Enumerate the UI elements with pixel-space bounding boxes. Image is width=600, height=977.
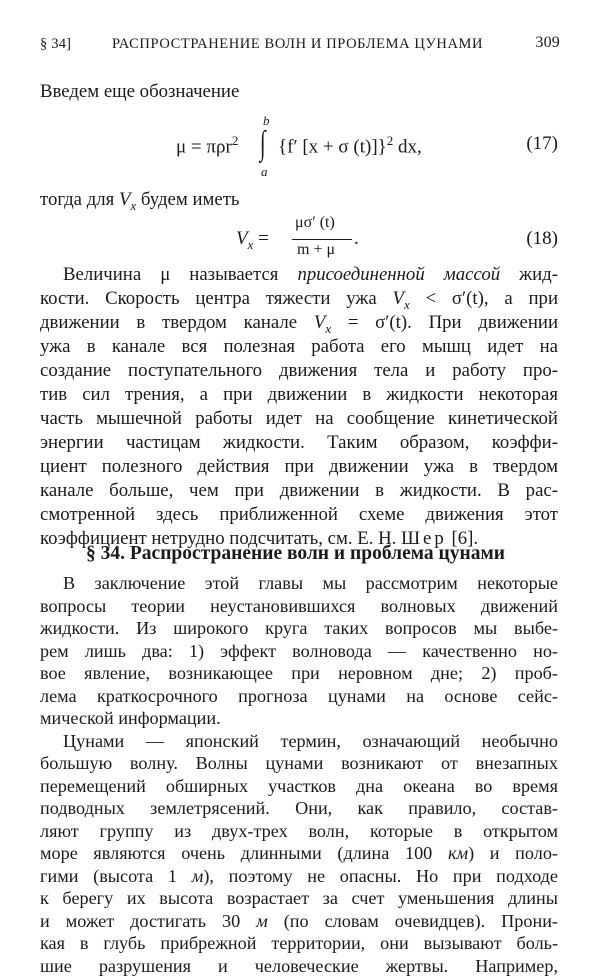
p1-l2-a: кости. Скорость центра тяжести ужа [40, 288, 393, 309]
eq18-denominator: m + μ [297, 241, 336, 258]
p3-line-11: шие разрушения и человеческие жертвы. Например, [40, 955, 558, 976]
p2-line-3: жидкости. Из широкого круга таких вопросов мы выбе- [40, 618, 558, 638]
intro-line: Введем еще обозначение [40, 81, 240, 102]
p1-l2-sub: x [403, 296, 410, 312]
p3-line-10: кая в глубь прибрежной территории, они вызывают боль- [40, 933, 558, 953]
p3-line-2: большую волну. Волны цунами возникают от внезапных [40, 753, 558, 773]
eq18-lhs-sub: x [247, 236, 254, 252]
eq17-lhs-text: μ = πρr [176, 136, 232, 158]
p1-l2-var: V [392, 288, 404, 309]
p2-line-4: рем лишь два: 1) эффект волновода — качественно но- [40, 640, 558, 661]
p1-line-2 [40, 286, 558, 312]
eq17-exponent: 2 [231, 133, 239, 148]
p1-l1-c: жид- [500, 264, 558, 285]
eq18-number: (18) [526, 228, 558, 249]
p3-l7-a: гими (высота 1 [40, 865, 192, 886]
eq17-dx: dx, [393, 136, 422, 158]
p1-l3-var: V [313, 312, 326, 333]
p2-line-7: мической информации. [40, 708, 221, 728]
p3-l6-b: ) и поло- [468, 843, 558, 863]
p3-line-9 [40, 910, 558, 932]
eq17-lhs [176, 133, 238, 158]
p1-line-4: ужа в канале вся полезная работа его мышц идет на [40, 336, 558, 357]
eq17-number: (17) [526, 133, 558, 154]
p3-l9-b: (по словам очевидцев). Прони- [267, 910, 558, 931]
p1-line-8: энергии частицам жидкости. Таким образом, коэффи- [40, 432, 558, 453]
integral-sign-icon: ∫ [259, 125, 266, 162]
p3-line-5: ляют группу из двух-трех волн, которые в открытом [40, 820, 558, 841]
p3-l9-a: и может достигать 30 [40, 910, 257, 931]
p1-line-9: циент полезного действия при движении ужа в твердом [40, 456, 558, 477]
then-post: будем иметь [136, 189, 240, 210]
p1-l3-sub: x [325, 320, 332, 336]
eq17-upper-limit: b [263, 113, 270, 128]
then-pre: тогда для [40, 189, 119, 210]
eq17-integrand [278, 133, 422, 158]
p1-l3-b: = σ′(t). При движении [331, 312, 558, 333]
header-section-ref: § 34] [40, 36, 72, 52]
p1-l1-a: Величина μ называется [63, 264, 298, 285]
p1-line-10: канале больше, чем при движении в жидкости. В рас- [40, 480, 558, 501]
p3-l9-unit: м [256, 910, 268, 931]
p2-line-6: лема краткосрочного прогноза цунами на основе сейс- [40, 685, 558, 706]
p1-l12-ref: [6]. [446, 528, 479, 549]
p1-line-6: тив сил трения, а при движении в жидкости некоторая [40, 384, 558, 405]
p1-line-7: часть мышечной работы идет на сообщение кинетической [40, 408, 558, 429]
then-var: V [118, 189, 131, 210]
p3-line-7 [40, 865, 558, 887]
p1-line-3 [40, 310, 558, 336]
p3-l7-b: ), поэтому не опасны. Но при подходе [203, 865, 559, 886]
eq17-integrand-text: {f′ [x + σ (t)]} [278, 136, 387, 158]
p1-l12-a: коэффициент нетрудно подсчитать, см. Е. Н. [40, 528, 402, 549]
eq18-fraction-bar [292, 239, 352, 240]
eq18-dot: . [354, 228, 359, 249]
p3-line-3: перемещений обширных участков дна океана во время [40, 775, 558, 796]
eq17-lower-limit: a [261, 164, 268, 179]
eq17-integrand-exponent: 2 [386, 133, 394, 148]
page-number: 309 [535, 34, 560, 51]
p1-l3-a: движении в твердом канале [40, 312, 314, 333]
p3-l6-a: море являются очень длинными (длина 100 [40, 843, 448, 863]
eq18-numerator: μσ′ (t) [295, 214, 335, 231]
p1-l12-author: Шер [401, 528, 447, 549]
p1-l1-italic-term: присоединенной массой [297, 264, 501, 285]
section-heading: § 34. Распространение волн и проблема цунами [86, 543, 505, 564]
then-sub: x [130, 197, 137, 213]
p2-line-1: В заключение этой главы мы рассмотрим некоторые [63, 573, 558, 593]
p3-line-1: Цунами — японский термин, означающий необычно [63, 730, 558, 751]
p1-line-1 [63, 262, 558, 288]
p1-line-5: создание поступательного движения тела и работу про- [40, 360, 558, 381]
p3-line-8: к берегу их высота возрастает за счет уменьшения длины [40, 888, 558, 908]
p1-l2-b: < σ′(t), а при [409, 288, 558, 309]
p1-line-11: смотренной здесь приближенной схеме движения этот [40, 504, 558, 525]
p3-line-4: подводных землетрясений. Они, как правило, состав- [40, 798, 558, 818]
header-running-title: РАСПРОСТРАНЕНИЕ ВОЛН И ПРОБЛЕМА ЦУНАМИ [112, 36, 484, 52]
eq18-lhs [236, 228, 269, 253]
p3-l7-unit: м [191, 865, 204, 886]
p2-line-5: вое явление, возникающее при неровном дне; 2) проб- [40, 663, 558, 683]
p3-l6-unit: км [447, 843, 469, 863]
p3-line-6 [40, 842, 558, 864]
eq18-lhs-var: V [236, 228, 248, 249]
p2-line-2: вопросы теории неустановившихся волновых движений [40, 595, 558, 616]
then-line [40, 187, 558, 213]
eq18-eq: = [253, 228, 269, 249]
